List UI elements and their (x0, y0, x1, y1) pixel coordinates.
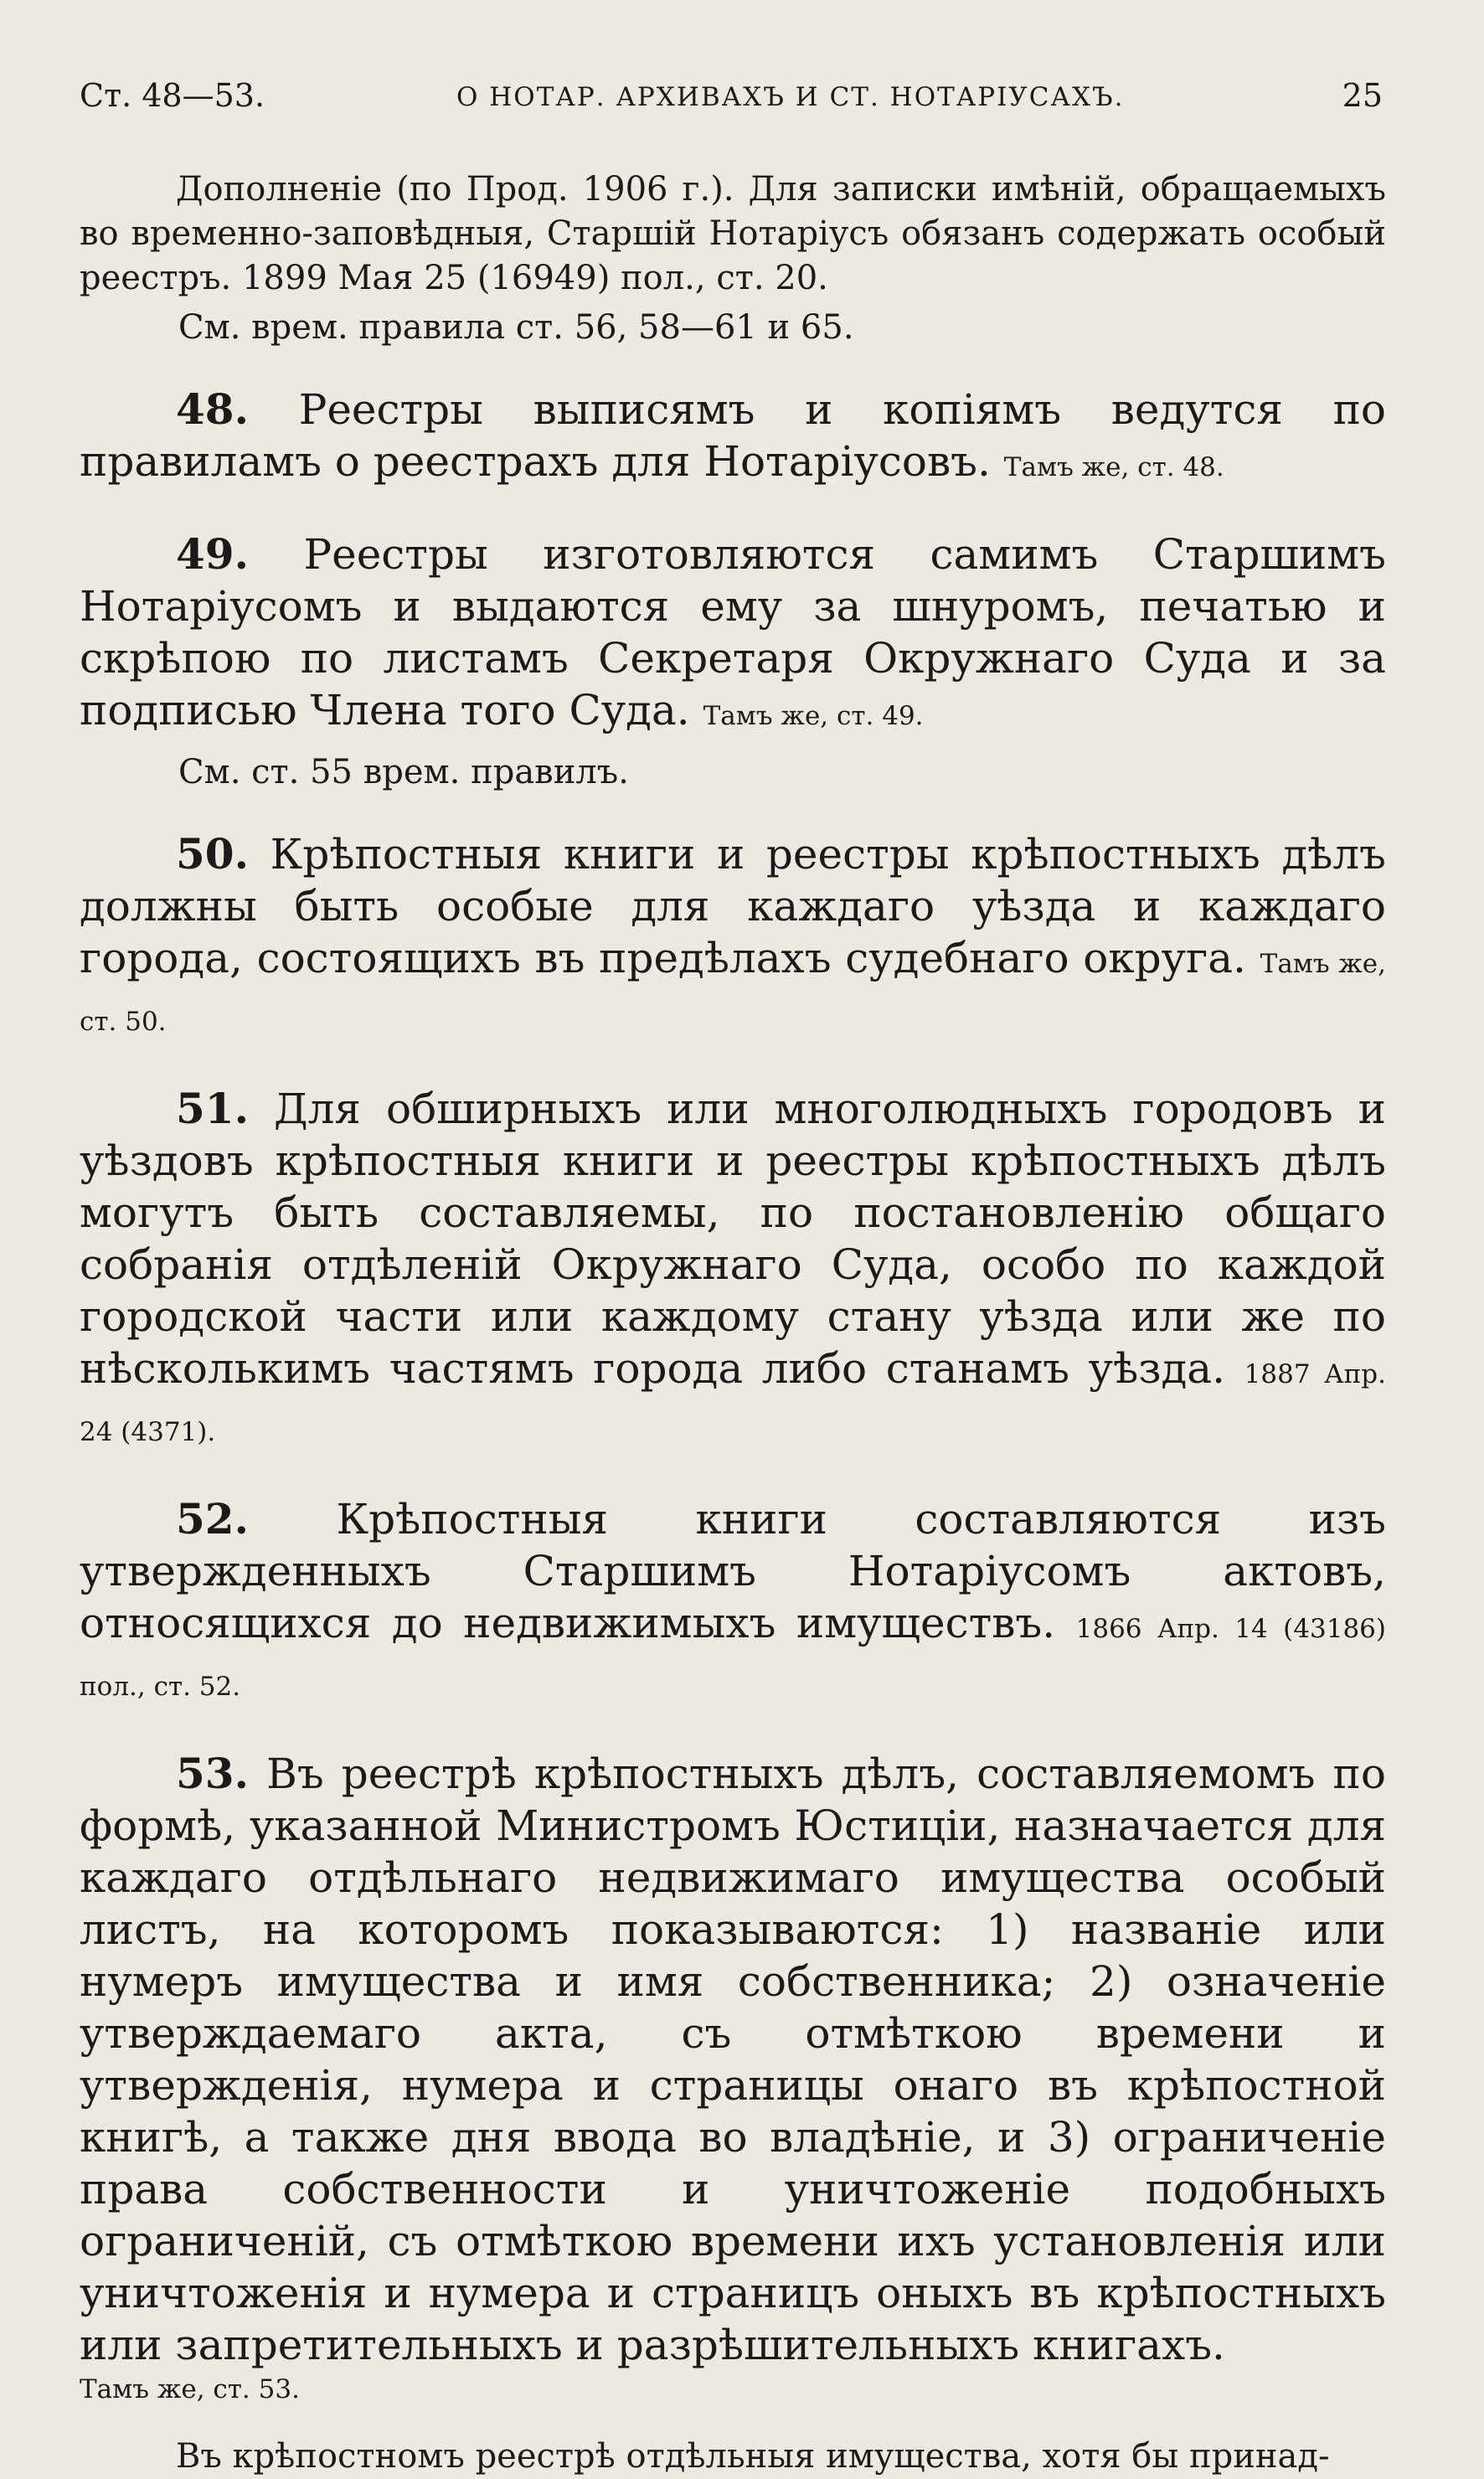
page-number: 25 (1342, 77, 1383, 114)
section-title: О НОТАР. АРХИВАХЪ И СТ. НОТАРІУСАХЪ. (456, 82, 1125, 112)
article-number: 50. (176, 829, 249, 879)
article-number: 48. (176, 384, 249, 434)
article-53 (80, 1748, 1386, 2371)
article-number: 53. (176, 1749, 249, 1798)
article-text: Крѣпостныя книги составляются изъ утвержденныхъ Старшимъ Нотаріусомъ актовъ, относящихся до недвижимыхъ имуществъ. (80, 1495, 1386, 1647)
article-49 (80, 528, 1386, 742)
article-source: Тамъ же, ст. 53. (80, 2374, 300, 2404)
article-50 (80, 828, 1386, 1048)
article-48 (80, 384, 1386, 493)
article-source: 1866 Апр. 14 (43186) пол., ст. 52. (80, 1614, 1386, 1702)
article-51 (80, 1083, 1386, 1458)
article-text: Крѣпостныя книги и реестры крѣпостныхъ дѣлъ должны быть особые для каждаго уѣзда и каждаго города, состоящихъ въ предѣлахъ судебнаго округа. (80, 830, 1386, 982)
article-number: 51. (176, 1084, 249, 1133)
supplement-note: Дополненіе (по Прод. 1906 г.). Для записки имѣній, обращаемыхъ во временно-заповѣдныя, Старшій Нотаріусъ обязанъ содержать особый реестръ. 1899 Мая 25 (16949) пол., ст. 20. (80, 170, 1386, 297)
article-52 (80, 1493, 1386, 1713)
article-source: Тамъ же, ст. 50. (80, 949, 1386, 1037)
see-reference: См. врем. правила ст. 56, 58—61 и 65. (178, 308, 854, 347)
article-text: Реестры выписямъ и копіямъ ведутся по правиламъ о реестрахъ для Нотаріусовъ. (80, 385, 1386, 486)
article-source: 1887 Апр. 24 (4371). (80, 1359, 1386, 1447)
continuation-text: Въ крѣпостномъ реестрѣ отдѣльныя имущества, хотя бы принад- (176, 2437, 1330, 2476)
article-number: 52. (176, 1494, 249, 1544)
running-header (80, 77, 1383, 119)
page-body (80, 168, 1386, 2479)
article-text: Для обширныхъ или многолюдныхъ городовъ и уѣздовъ крѣпостныя книги и реестры крѣпостныхъ дѣлъ могутъ быть составляемы, по постановленію общаго собранія отдѣленій Окружнаго Суда, особо по каждой городской части или каждому стану уѣзда или же по нѣсколькимъ частямъ города либо станамъ уѣзда. (80, 1085, 1386, 1393)
article-source: Тамъ же, ст. 49. (703, 701, 924, 731)
article-text: Реестры изготовляются самимъ Старшимъ Нотаріусомъ и выдаются ему за шнуромъ, печатью и скрѣпою по листамъ Секретаря Окружнаго Суда и за подписью Члена того Суда. (80, 530, 1386, 734)
see-reference: См. ст. 55 врем. правилъ. (178, 753, 629, 791)
article-number: 49. (176, 529, 249, 579)
article-source: Тамъ же, ст. 48. (1003, 452, 1224, 482)
article-text: Въ реестрѣ крѣпостныхъ дѣлъ, составляемомъ по формѣ, указанной Министромъ Юстиціи, назначается для каждаго отдѣльнаго недвижимаго имущества особый листъ, на которомъ показываются: 1) названіе или нумеръ имущества и имя собственника; 2) означеніе утверждаемаго акта, съ отмѣткою времени и утвержденія, нумера и страницы онаго въ крѣпостной книгѣ, а также дня ввода во владѣніе, и 3) ограниченіе права собственности и уничтоженіе подобныхъ ограниченій, съ отмѣткою времени ихъ установленія или уничтоженія и нумера и страницъ оныхъ въ крѣпостныхъ или запретительныхъ и разрѣшительныхъ книгахъ. (80, 1750, 1386, 2369)
article-range: Ст. 48—53. (80, 77, 265, 114)
